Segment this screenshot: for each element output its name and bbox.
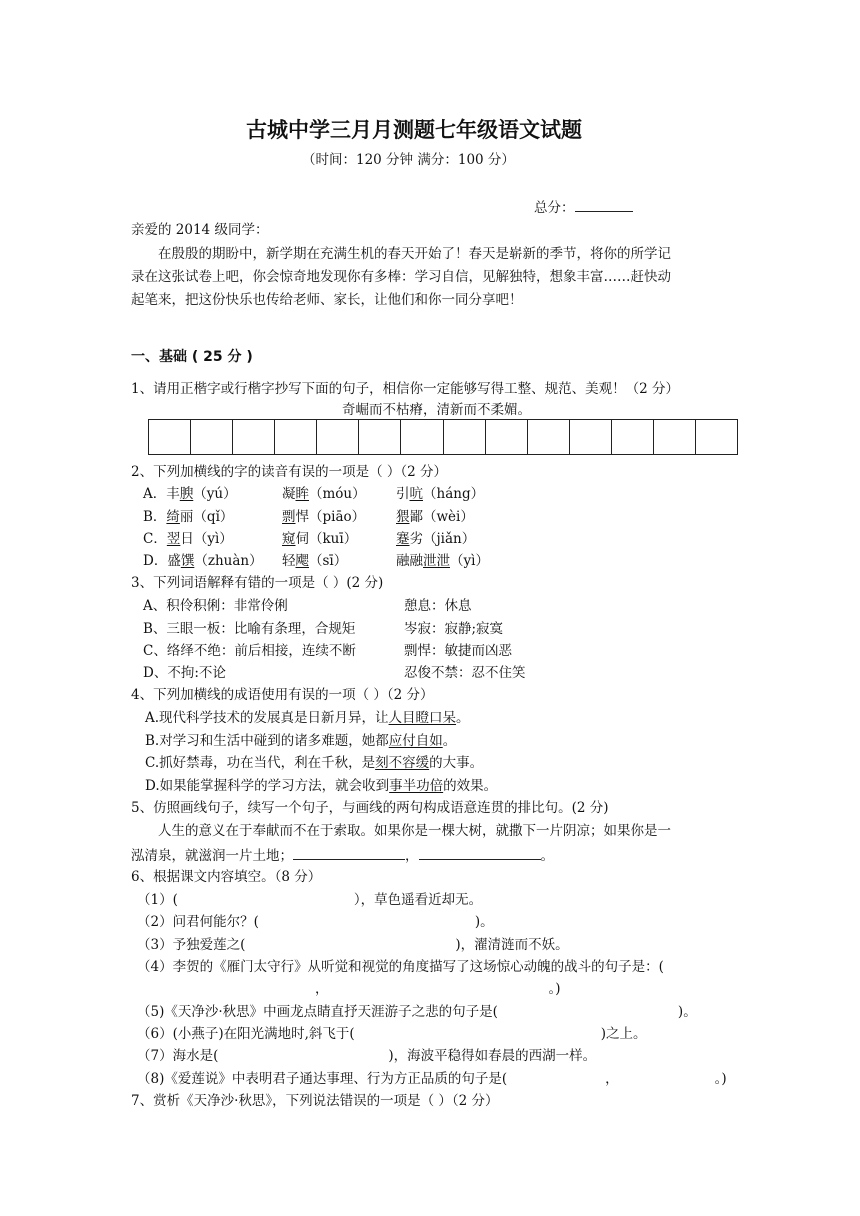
option-text: B． [143,509,167,525]
fill-in-text: （8)《爱莲说》中表明君子通达事理、行为方正品质的句子是( [137,1071,508,1087]
option-text: D．盛 [143,553,181,569]
grid-cell[interactable] [191,420,233,454]
option-left: D、不拘:不论 [143,665,226,681]
fill-in-text: )之上。 [600,1026,647,1042]
option-text: D.如果能掌握科学的学习方法，就会收到 [145,778,390,794]
option-text: 伺（kuī） [295,531,358,547]
total-score-blank[interactable] [575,198,633,212]
option-right: 剽悍：敏捷而凶恶 [404,643,512,659]
question-1-sentence: 奇崛而不枯瘠，清新而不柔媚。 [342,402,531,418]
grid-cell[interactable] [401,420,443,454]
underlined-char: 窥 [282,531,296,547]
fill-in-text: （1）( [137,892,178,908]
fill-in-text: ），草色遥看近却无。 [353,892,483,908]
grid-cell[interactable] [233,420,275,454]
grid-cell[interactable] [654,420,696,454]
grid-cell[interactable] [359,420,401,454]
option-item [282,553,347,569]
option-text: B.对学习和生活中碰到的诸多难题，她都 [145,733,389,749]
option-text: C.抓好禁毒，功在当代，利在千秋，是 [145,755,376,771]
question-1-prompt: 1、请用正楷字或行楷字抄写下面的句子，相信你一定能够写得工整、规范、美观！（2 分） [131,381,679,397]
underlined-char: 绮 [166,509,180,525]
underlined-idiom: 人目瞪口呆 [388,710,457,726]
intro-greeting: 亲爱的 2014 级同学： [131,222,269,238]
fill-in-item [137,959,664,975]
option-item [145,710,470,726]
option-item [282,531,357,547]
fill-in-item [137,1071,727,1087]
option-item [143,486,237,502]
fill-in-text: )，海波平稳得如春晨的西湖一样。 [388,1048,597,1064]
option-text: 丽（qǐ） [179,509,234,525]
grid-cell[interactable] [528,420,570,454]
exam-subtitle: （时间：120 分钟 满分：100 分） [302,152,515,168]
option-text: 。 [442,733,457,749]
option-text: （sī） [309,553,348,569]
grid-cell[interactable] [444,420,486,454]
question-7-prompt: 7、赏析《天净沙·秋思》，下列说法错误的一项是（ ）（2 分） [131,1093,499,1109]
question-5-line: 泓清泉，就滋润一片土地； ， 。 [131,848,554,864]
option-item [396,531,475,547]
underlined-idiom: 事半功倍 [389,778,444,794]
option-text: （yú） [193,486,237,502]
fill-in-text: （3）予独爱莲之( [137,937,246,953]
question-6-prompt: 6、根据课文内容填空。（8 分） [131,869,322,885]
fill-in-text: ， [315,981,329,997]
grid-cell[interactable] [612,420,654,454]
underlined-char: 眸 [295,486,309,502]
option-text: 悍（piāo） [295,509,366,525]
option-item [143,553,263,569]
underlined-char: 翌 [166,531,181,547]
underlined-char: 腴 [179,486,194,502]
option-text: 的大事。 [429,755,484,771]
intro-line: 录在这张试卷上吧，你会惊奇地发现你有多棒：学习自信，见解独特，想象丰富……赶快动 [131,269,671,285]
option-right: 憩息：休息 [404,598,472,614]
underlined-char: 猥 [396,509,410,525]
option-text: 引 [396,486,410,502]
option-text: 日（yì） [180,531,233,547]
fill-in-item [137,892,482,908]
option-item [396,553,489,569]
option-item [145,778,497,794]
underlined-char: 剽 [282,509,296,525]
fill-in-item [137,1004,697,1020]
option-item [396,486,484,502]
grid-cell[interactable] [570,420,612,454]
intro-line: 在殷殷的期盼中，新学期在充满生机的春天开始了！春天是崭新的季节，将你的所学记 [158,246,671,262]
option-right: 忍俊不禁：忍不住笑 [404,665,526,681]
total-score [534,198,633,216]
page-title: 古城中学三月月测题七年级语文试题 [246,118,582,142]
answer-blank[interactable] [293,846,405,860]
option-left: B、三眼一板：比喻有条理，合规矩 [143,621,356,637]
option-text: （háng） [423,486,485,502]
option-text: （yì） [450,553,489,569]
option-item [396,509,474,525]
fill-in-text: （4）李贺的《雁门太守行》从听觉和视觉的角度描写了这场惊心动魄的战斗的句子是：( [137,959,664,975]
fill-in-item [137,937,569,953]
option-text: A.现代科学技术的发展真是日新月异，让 [145,710,389,726]
grid-cell[interactable] [486,420,528,454]
option-text: 轻 [282,553,296,569]
question-5-prompt: 5、仿照画线句子，续写一个句子，与画线的两句构成语意连贯的排比句。(2 分) [131,800,609,816]
option-item [145,755,483,771]
fill-in-text: 。) [548,981,561,997]
option-item [282,509,365,525]
option-text: A．丰 [143,486,180,502]
option-text: 。 [456,710,470,726]
fill-in-item [315,981,561,997]
total-score-label: 总分： [534,200,575,216]
underlined-char: 馔 [180,553,195,569]
grid-cell[interactable] [696,420,737,454]
grid-cell[interactable] [149,420,191,454]
option-text: （móu） [309,486,366,502]
option-item [145,733,456,749]
question-5-line: 人生的意义在于奉献而不在于索取。如果你是一棵大树，就撒下一片阴凉；如果你是一 [158,823,671,839]
option-item [143,509,233,525]
grid-cell[interactable] [275,420,317,454]
underlined-char: 吭 [409,486,423,502]
underlined-char: 飔 [295,553,309,569]
option-left: A、积伶积俐：非常伶俐 [143,598,288,614]
question-4-prompt: 4、下列加横线的成语使用有误的一项（ ）（2 分） [131,687,434,703]
option-right: 岑寂：寂静;寂寞 [404,621,504,637]
option-item [143,531,233,547]
option-text: 劣（jiǎn） [409,531,476,547]
fill-in-text: )。 [474,914,494,930]
fill-in-text: （2）问君何能尔？( [137,914,259,930]
question-2-prompt: 2、下列加横线的字的读音有误的一项是（ ）（2 分） [131,464,448,480]
option-text: 凝 [282,486,296,502]
grid-cell[interactable] [317,420,359,454]
fill-in-text: （5)《天净沙·秋思》中画龙点睛直抒天涯游子之悲的句子是( [137,1004,498,1020]
fill-in-text: )，濯清涟而不妖。 [455,937,569,953]
writing-grid [148,419,738,455]
fill-in-text: （6）(小燕子)在阳光满地时,斜飞于( [137,1026,355,1042]
fill-in-item [137,914,494,930]
fill-in-item [137,1026,646,1042]
fill-in-text: ， [605,1071,619,1087]
fill-in-text: （7）海水是( [137,1048,219,1064]
underlined-char: 泄泄 [423,553,450,569]
option-text: 的效果。 [443,778,498,794]
underlined-idiom: 刻不容缓 [375,755,430,771]
option-text: 鄙（wèi） [409,509,474,525]
option-text: （zhuàn） [194,553,263,569]
option-text: C． [143,531,167,547]
option-left: C、络绎不绝：前后相接，连续不断 [143,643,356,659]
underlined-char: 蹇 [396,531,410,547]
question-3-prompt: 3、下列词语解释有错的一项是（ ）(2 分) [131,575,384,591]
option-text: 融融 [396,553,423,569]
fill-in-item [137,1048,596,1064]
intro-line: 起笔来，把这份快乐也传给老师、家长，让他们和你一同分享吧！ [131,292,523,308]
option-item [282,486,366,502]
section-heading: 一、基础 ( 25 分 ) [131,349,253,365]
answer-blank[interactable] [419,846,541,860]
fill-in-text: 。) [714,1071,727,1087]
underlined-idiom: 应付自如 [388,733,443,749]
fill-in-text: )。 [677,1004,697,1020]
